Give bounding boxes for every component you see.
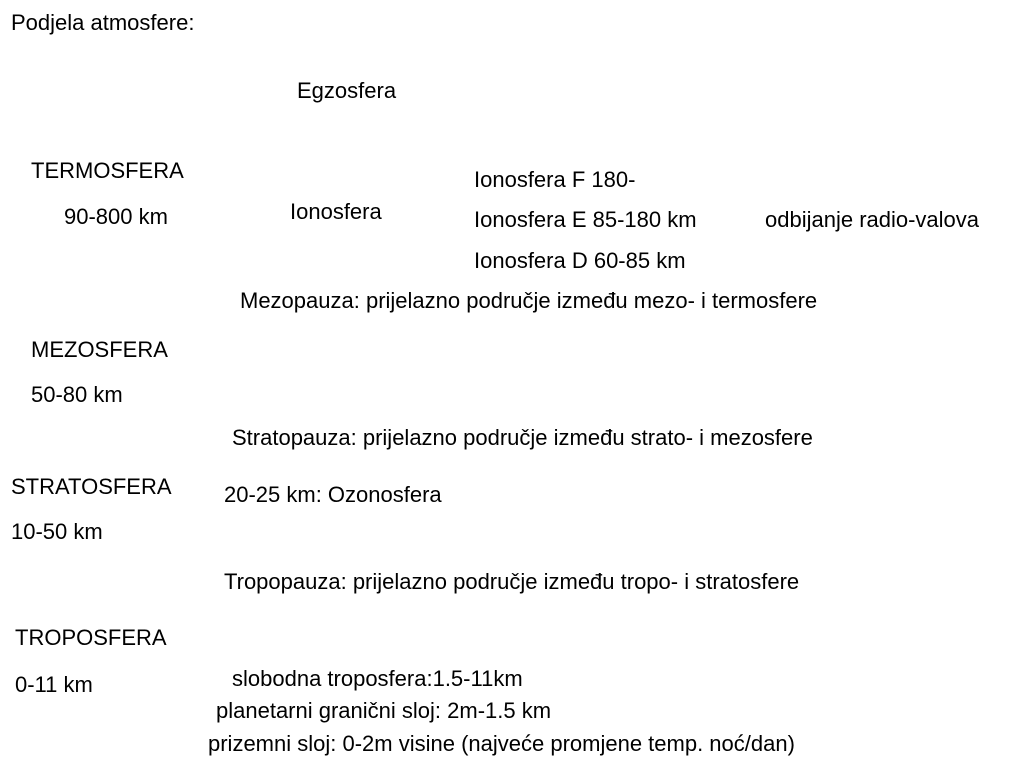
termosfera-name: TERMOSFERA bbox=[31, 158, 184, 183]
mezosfera-range: 50-80 km bbox=[31, 382, 123, 407]
troposfera-range: 0-11 km bbox=[15, 672, 93, 697]
radio-note: odbijanje radio-valova bbox=[765, 207, 980, 232]
ozonosfera-label: 20-25 km: Ozonosfera bbox=[224, 482, 442, 507]
mezosfera-name: MEZOSFERA bbox=[31, 337, 168, 362]
slobodna-troposfera: slobodna troposfera:1.5-11km bbox=[232, 666, 523, 691]
ionosfera-label: Ionosfera bbox=[290, 199, 382, 224]
termosfera-range: 90-800 km bbox=[64, 204, 168, 229]
ionosfera-d-layer: Ionosfera D 60-85 km bbox=[474, 248, 686, 273]
prizemni-sloj: prizemni sloj: 0-2m visine (najveće promjene temp. noć/dan) bbox=[208, 731, 795, 756]
stratosfera-name: STRATOSFERA bbox=[11, 474, 172, 499]
stratosfera-range: 10-50 km bbox=[11, 519, 103, 544]
planetarni-granicni-sloj: planetarni granični sloj: 2m-1.5 km bbox=[216, 698, 552, 723]
mezopauza-label: Mezopauza: prijelazno područje između mezo- i termosfere bbox=[240, 288, 818, 313]
egzosfera-label: Egzosfera bbox=[297, 78, 397, 103]
troposfera-name: TROPOSFERA bbox=[15, 625, 167, 650]
tropopauza-label: Tropopauza: prijelazno područje između tropo- i stratosfere bbox=[224, 569, 800, 594]
ionosfera-e-layer: Ionosfera E 85-180 km bbox=[474, 207, 697, 232]
stratopauza-label: Stratopauza: prijelazno područje između strato- i mezosfere bbox=[232, 425, 813, 450]
page-title: Podjela atmosfere: bbox=[11, 10, 195, 35]
ionosfera-f-layer: Ionosfera F 180- bbox=[474, 167, 636, 192]
